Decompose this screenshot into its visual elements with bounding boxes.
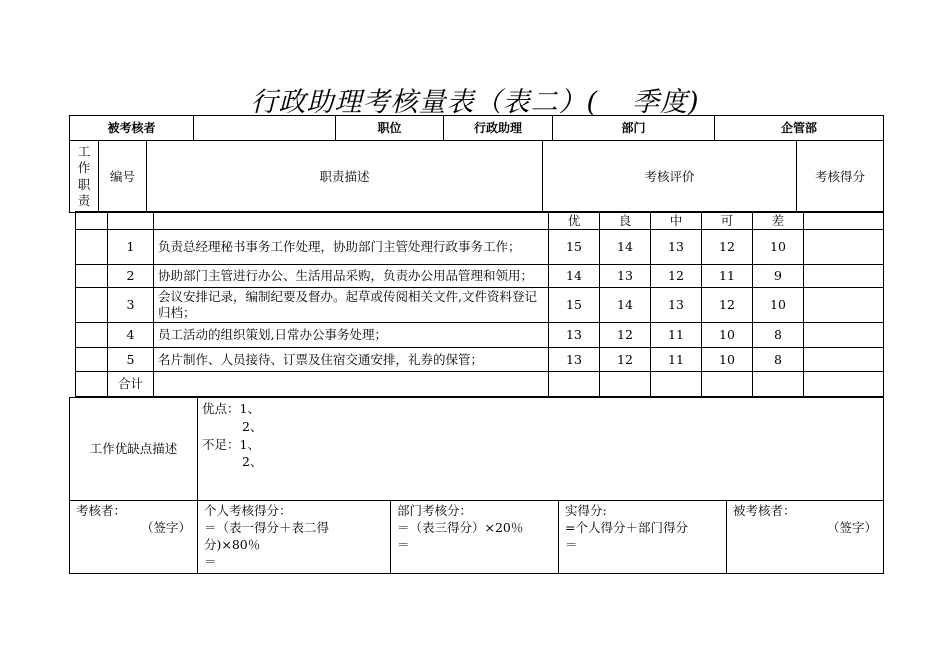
cons-line-1: 不足：1、 bbox=[202, 436, 260, 452]
description-label: 职责描述 bbox=[147, 141, 543, 213]
row-score-input[interactable] bbox=[804, 323, 884, 348]
score-cell: 15 bbox=[549, 288, 600, 323]
row-score-input[interactable] bbox=[804, 348, 884, 372]
score-cell: 13 bbox=[651, 230, 702, 265]
actual-score-cell[interactable] bbox=[559, 501, 727, 574]
dept-label: 部门 bbox=[553, 116, 715, 141]
table-row bbox=[76, 323, 884, 348]
summary-label: 工作优缺点描述 bbox=[70, 398, 198, 501]
row-score-input[interactable] bbox=[804, 265, 884, 288]
score-cell: 9 bbox=[753, 265, 804, 288]
summary-table bbox=[69, 397, 884, 574]
score-cell: 13 bbox=[549, 348, 600, 372]
examinee-label: 被考核者 bbox=[70, 116, 194, 141]
dept-score-cell[interactable] bbox=[391, 501, 559, 574]
row-description: 员工活动的组织策划,日常办公事务处理； bbox=[154, 323, 549, 348]
grade-excellent: 优 bbox=[549, 212, 600, 230]
row-description: 协助部门主管进行办公、生活用品采购，负责办公用品管理和领用； bbox=[154, 265, 549, 288]
table-row bbox=[76, 230, 884, 265]
examinee-sign-cell[interactable] bbox=[727, 501, 884, 574]
row-number: 4 bbox=[108, 323, 154, 348]
row-number: 1 bbox=[108, 230, 154, 265]
total-row bbox=[76, 372, 884, 397]
grade-medium: 中 bbox=[651, 212, 702, 230]
assessor-sign: （签字） bbox=[140, 519, 191, 535]
examinee-sign-label: 被考核者： bbox=[733, 503, 796, 518]
table-row bbox=[76, 265, 884, 288]
row-description: 会议安排记录，编制纪要及督办。起草或传阅相关文件,文件资料登记归档； bbox=[154, 288, 549, 323]
actual-score-eq: ＝ bbox=[565, 536, 578, 552]
score-cell: 15 bbox=[549, 230, 600, 265]
dept-score-formula: ＝（表三得分）×20％ bbox=[397, 519, 524, 535]
total-score-input[interactable] bbox=[804, 372, 884, 397]
score-cell: 13 bbox=[651, 288, 702, 323]
score-cell: 11 bbox=[702, 265, 753, 288]
grade-good: 良 bbox=[600, 212, 651, 230]
grade-poor: 差 bbox=[753, 212, 804, 230]
dept-score-eq: ＝ bbox=[397, 536, 410, 552]
score-cell: 12 bbox=[600, 323, 651, 348]
examinee-sign: （签字） bbox=[827, 519, 878, 535]
personal-score-formula: ＝（表一得分＋表二得分)×80％ bbox=[204, 519, 330, 552]
grade-header-row bbox=[76, 212, 884, 230]
personal-score-label: 个人考核得分： bbox=[204, 503, 292, 518]
dept-value: 企管部 bbox=[715, 116, 884, 141]
evaluation-label: 考核评价 bbox=[543, 141, 797, 213]
row-number: 3 bbox=[108, 288, 154, 323]
score-cell: 14 bbox=[549, 265, 600, 288]
number-label: 编号 bbox=[99, 141, 147, 213]
score-cell: 11 bbox=[651, 323, 702, 348]
position-value: 行政助理 bbox=[444, 116, 553, 141]
score-cell: 14 bbox=[600, 288, 651, 323]
page-title bbox=[0, 80, 950, 119]
score-cell: 10 bbox=[702, 348, 753, 372]
assessor-label: 考核者： bbox=[76, 503, 127, 518]
assessor-cell[interactable] bbox=[70, 501, 198, 574]
score-label: 考核得分 bbox=[797, 141, 884, 213]
row-score-input[interactable] bbox=[804, 230, 884, 265]
pros-line-2: 2、 bbox=[242, 418, 263, 434]
cons-line-2: 2、 bbox=[242, 454, 263, 470]
grade-pass: 可 bbox=[702, 212, 753, 230]
total-label: 合计 bbox=[108, 372, 154, 397]
dept-score-label: 部门考核分： bbox=[397, 503, 473, 518]
examinee-value[interactable] bbox=[194, 116, 336, 141]
row-number: 5 bbox=[108, 348, 154, 372]
score-cell: 8 bbox=[753, 323, 804, 348]
score-cell: 10 bbox=[753, 288, 804, 323]
score-cell: 12 bbox=[702, 230, 753, 265]
labels-table bbox=[69, 140, 884, 213]
score-cell: 11 bbox=[651, 348, 702, 372]
row-description: 负责总经理秘书事务工作处理，协助部门主管处理行政事务工作； bbox=[154, 230, 549, 265]
duty-column-label: 工 作 职 责 bbox=[70, 141, 99, 213]
title-season: 季度) bbox=[632, 87, 700, 118]
row-description: 名片制作、人员接待、订票及住宿交通安排，礼券的保管； bbox=[154, 348, 549, 372]
table-row bbox=[76, 288, 884, 323]
personal-score-cell[interactable] bbox=[198, 501, 391, 574]
personal-score-eq: ＝ bbox=[204, 553, 217, 569]
actual-score-formula: =个人得分＋部门得分 bbox=[565, 519, 688, 535]
score-cell: 10 bbox=[702, 323, 753, 348]
pros-line-1: 优点：1、 bbox=[202, 401, 260, 416]
score-cell: 13 bbox=[549, 323, 600, 348]
score-cell: 12 bbox=[600, 348, 651, 372]
score-cell: 8 bbox=[753, 348, 804, 372]
title-main: 行政助理考核量表（表二）( bbox=[250, 87, 598, 118]
header-table bbox=[69, 115, 884, 141]
score-cell: 12 bbox=[702, 288, 753, 323]
scores-table bbox=[75, 211, 884, 397]
score-cell: 13 bbox=[600, 265, 651, 288]
row-score-input[interactable] bbox=[804, 288, 884, 323]
score-cell: 12 bbox=[651, 265, 702, 288]
table-row bbox=[76, 348, 884, 372]
score-cell: 14 bbox=[600, 230, 651, 265]
actual-score-label: 实得分: bbox=[565, 503, 607, 518]
summary-notes[interactable] bbox=[198, 398, 884, 501]
position-label: 职位 bbox=[336, 116, 444, 141]
score-cell: 10 bbox=[753, 230, 804, 265]
row-number: 2 bbox=[108, 265, 154, 288]
